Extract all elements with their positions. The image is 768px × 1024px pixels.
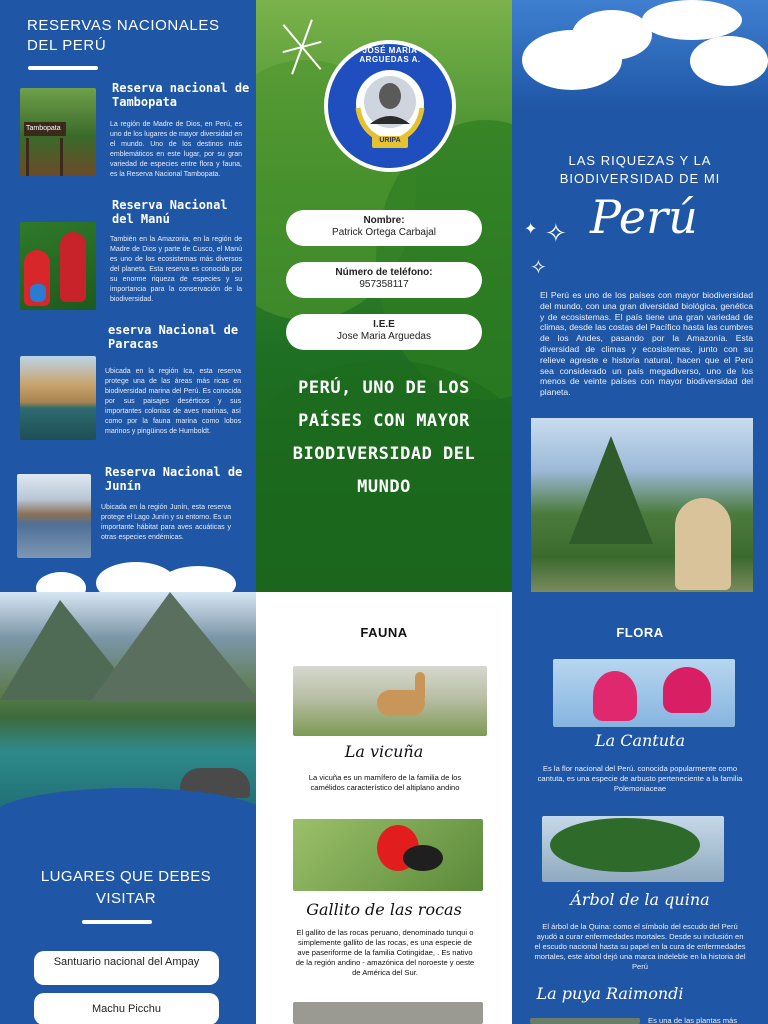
flora-title: FLORA xyxy=(616,625,664,640)
field-label: I.E.E xyxy=(373,319,395,330)
manu-photo xyxy=(20,222,96,310)
lake-photo xyxy=(0,592,256,820)
quina-photo xyxy=(542,816,724,882)
peru-panel xyxy=(512,0,768,592)
cloud xyxy=(36,572,86,592)
cantuta-photo xyxy=(553,659,735,727)
cover-title: PERÚ, UNO DE LOS PAÍSES CON MAYOR BIODIVERSIDAD DEL MUNDO xyxy=(292,378,476,497)
flora-text: Es una de las plantas más xyxy=(648,1016,738,1024)
title-underline xyxy=(28,66,98,70)
peru-script-title: Perú xyxy=(590,190,698,244)
reserva-title: eserva Nacional de Paracas xyxy=(108,323,239,351)
flower-shape xyxy=(663,667,711,713)
reserva-title: Reserva Nacional de Junín xyxy=(105,465,243,493)
fauna-text: El gallito de las rocas peruano, denominado tunqui o simplemente gallito de las rocas, es una especie de ave paseriforme de la familia Cotingidae, . Es nativo de la región andino - amazónica del noroeste y oeste de América del Sur. xyxy=(295,928,475,977)
reserva-title: Reserva nacional de Tambopata xyxy=(112,81,250,109)
field-label: Número de teléfono: xyxy=(335,267,433,278)
reserva-text: También en la Amazonia, en la región de Madre de Dios y parte de Cusco, el Manú es uno de los ecosistemas más diversos del planeta. Esta reserva es conocida por su enorme riqueza de especies y su importancia para la conservación de la biodiversidad. xyxy=(110,236,242,303)
flora-text: El árbol de la Quina: como el símbolo del escudo del Perú ayudó a curar enfermedades mortales. Desde su inclusión en el escudo nacional hasta su papel en la cura de enfermedades mortales, este árbol dejó una marca indeleble en la historia del Perú xyxy=(534,922,746,971)
sign-post xyxy=(60,138,63,176)
peru-subtitle: LAS RIQUEZAS Y LA BIODIVERSIDAD DE MI xyxy=(559,153,721,186)
paracas-photo xyxy=(20,356,96,440)
junin-photo xyxy=(17,474,91,558)
flora-name: La puya Raimondi xyxy=(536,984,684,1003)
fauna-name: La vicuña xyxy=(344,742,424,761)
mountain-shape xyxy=(569,436,653,544)
fauna-photo-3 xyxy=(293,1002,483,1024)
title-underline xyxy=(82,920,152,924)
flora-panel xyxy=(512,592,768,1024)
lugares-title: LUGARES QUE DEBES VISITAR xyxy=(40,868,212,907)
name-field xyxy=(286,210,482,246)
flora-text: Es la flor nacional del Perú. conocida popularmente como cantuta, es una especie de arbusto perteneciente a la familia Polemoniaceae xyxy=(537,764,743,793)
reserva-title: Reserva Nacional del Manú xyxy=(112,198,228,226)
cloud xyxy=(572,10,652,60)
school-field xyxy=(286,314,482,350)
machu-picchu-photo xyxy=(531,418,753,592)
flora-name: La Cantuta xyxy=(594,731,686,750)
reservas-panel xyxy=(0,0,256,592)
tree-canopy xyxy=(550,818,700,872)
puya-photo xyxy=(530,1018,640,1024)
place-button[interactable]: Santuario nacional del Ampay xyxy=(34,951,219,985)
sparkle-icon: ✦ xyxy=(524,221,538,238)
fauna-panel xyxy=(256,592,512,1024)
gallito-photo xyxy=(293,819,483,891)
cloud xyxy=(642,0,742,40)
flower-shape xyxy=(593,671,637,721)
school-logo xyxy=(322,38,458,174)
fauna-text: La vicuña es un mamífero de la familia de los camélidos característico del altiplano andino xyxy=(308,773,462,792)
tambopata-sign: Tambopata xyxy=(24,122,66,136)
reserva-text: Ubicada en la región Junín, esta reserva protege el Lago Junín y su entorno. Es un importante hábitat para aves acuáticas y otras especies endémicas. xyxy=(101,504,231,541)
place-button[interactable]: Machu Picchu xyxy=(34,993,219,1024)
logo-bottom: URIPA xyxy=(379,137,401,144)
field-value: Patrick Ortega Carbajal xyxy=(332,227,436,238)
field-label: Nombre: xyxy=(363,215,405,226)
bird-wing xyxy=(403,845,443,871)
sparkle-icon: ✧ xyxy=(545,218,567,248)
reserva-text: Ubicada en la región Ica, esta reserva protege una de las áreas más ricas en biodiversidad marina del Perú. Es conocida por sus paisajes desérticos y sus importantes colonias de aves marinas, así como por la fauna marina como lobos marinos y pingüinos de Humboldt. xyxy=(105,368,241,435)
reservas-title: RESERVAS NACIONALES DEL PERÚ xyxy=(27,17,220,54)
fauna-name: Gallito de las rocas xyxy=(306,900,462,919)
sparkle-icon: ✧ xyxy=(530,257,547,279)
sparkle-icon xyxy=(282,18,322,76)
sign-post xyxy=(26,138,29,176)
flora-name: Árbol de la quina xyxy=(570,890,710,909)
mountain-shape xyxy=(90,592,256,702)
macaw-wing xyxy=(30,284,46,302)
cloud xyxy=(690,36,768,86)
reserva-text: La región de Madre de Dios, en Perú, es uno de los lugares de mayor diversidad en el mundo. Uno de los destinos más emblemáticos en este lugar, por su gran variedad de especies entre flora y fauna, es la Reserva Nacional Tambopata. xyxy=(110,121,242,178)
lugares-panel xyxy=(0,592,256,1024)
cover-panel xyxy=(256,0,512,592)
cloud xyxy=(160,566,236,592)
field-value: 957358117 xyxy=(359,279,409,290)
peru-text: El Perú es uno de los países con mayor biodiversidad del mundo, con una gran diversidad biológica, genética y de ecosistemas. El país tiene una gran variedad de climas, desde las costas del Pacífico hasta las cumbres de los Andes, pasando por la Amazonía. Esta diversidad de climas y ecosistemas, junto con su relieve agreste e historia natural, hacen que el Perú sea considerado un país megadiverso, uno de los menos de veinte países con mayor biodiversidad del planeta. xyxy=(540,290,753,398)
llama-shape xyxy=(675,498,731,590)
logo-text: JOSÉ MARÍA ARGUEDAS A. xyxy=(359,46,421,64)
vicuna-photo xyxy=(293,666,487,736)
macaw-shape xyxy=(60,232,86,302)
fauna-title: FAUNA xyxy=(360,625,408,640)
wave-shape xyxy=(0,788,256,848)
field-value: Jose Maria Arguedas xyxy=(337,331,431,342)
tambopata-photo xyxy=(20,88,96,176)
phone-field xyxy=(286,262,482,298)
vicuna-neck xyxy=(415,672,425,702)
